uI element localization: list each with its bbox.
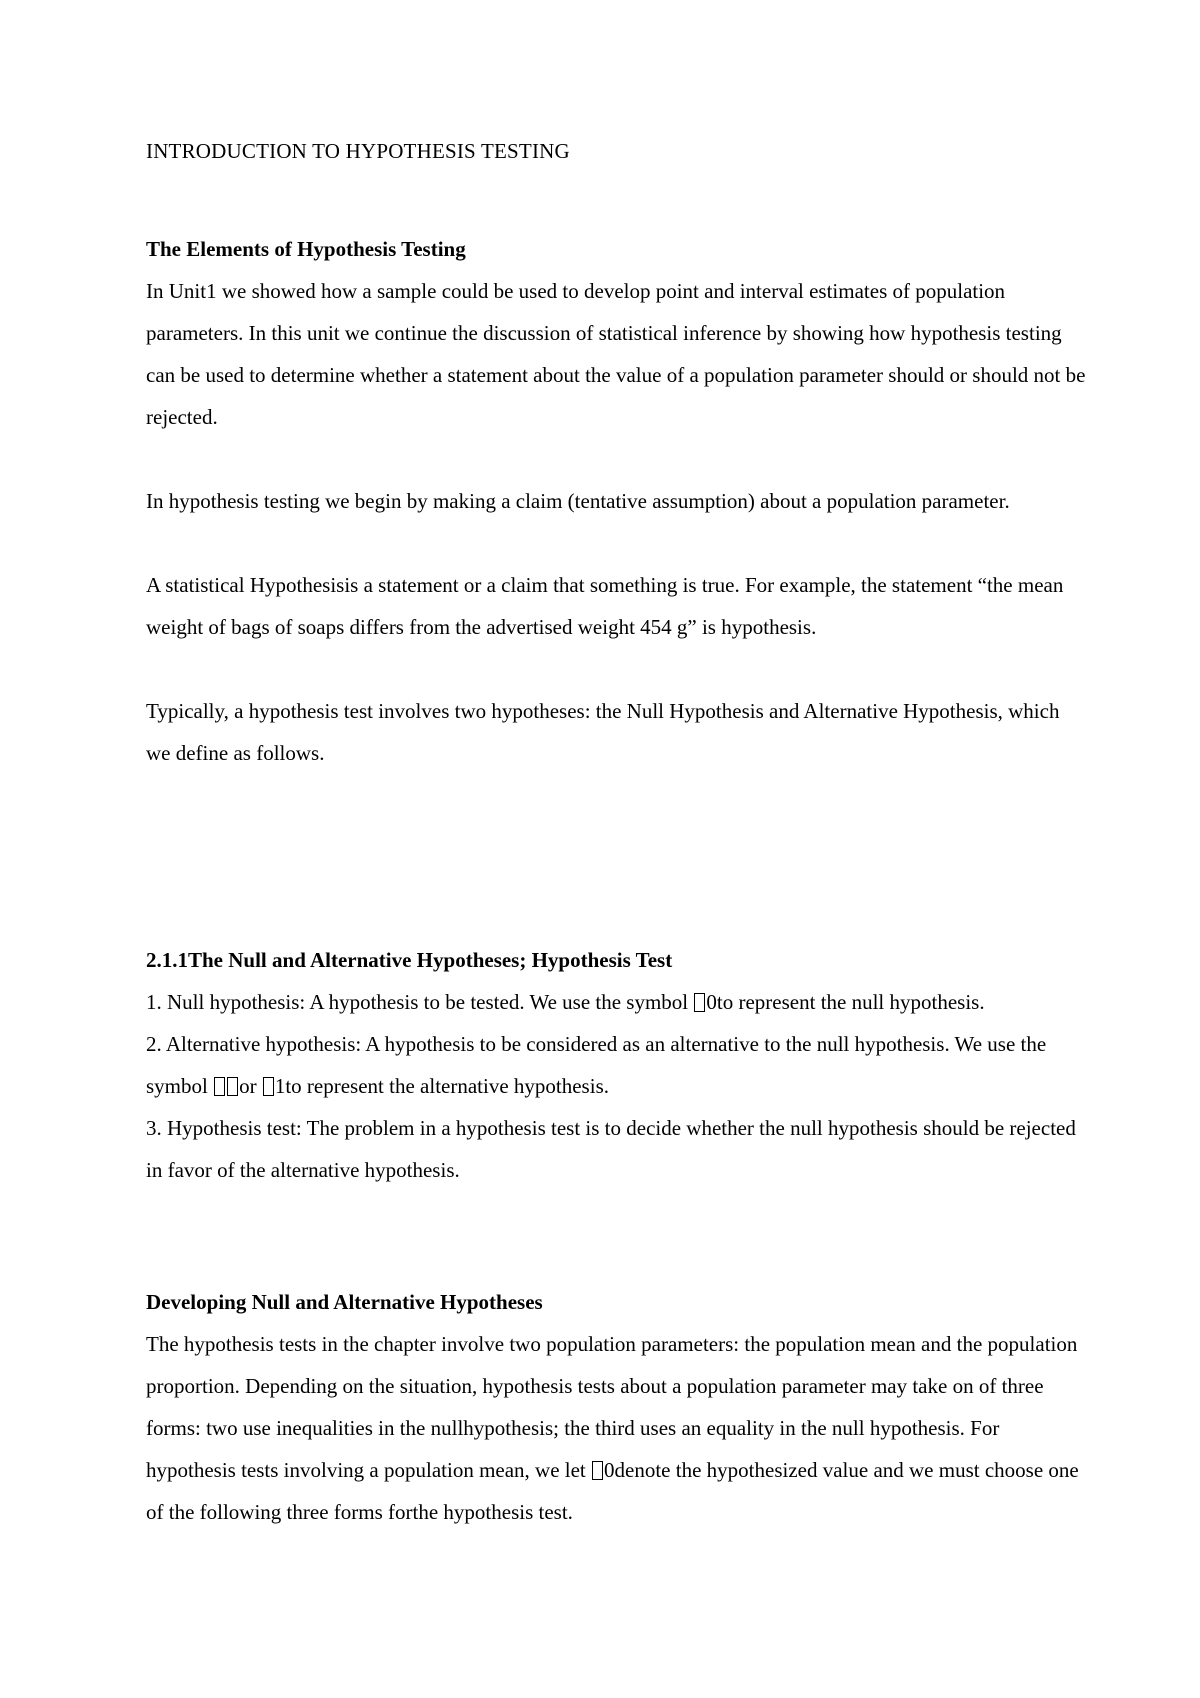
missing-glyph-icon bbox=[263, 1077, 274, 1096]
list-item-text: 1to represent the alternative hypothesis. bbox=[274, 1074, 609, 1098]
missing-glyph-icon bbox=[227, 1077, 238, 1096]
section-developing-hypotheses bbox=[146, 1281, 1086, 1533]
paragraph-statistical-hypothesis: A statistical Hypothesisis a statement or a claim that something is true. For example, the statement “the mean weight of bags of soaps differs from the advertised weight 454 g” is hypothesis. bbox=[146, 573, 1064, 639]
paragraph-two-hypotheses: Typically, a hypothesis test involves two hypotheses: the Null Hypothesis and Alternative Hypothesis, which we define as follows. bbox=[146, 699, 1060, 765]
list-item-alternative-hypothesis bbox=[146, 1023, 1086, 1107]
missing-glyph-icon bbox=[694, 993, 705, 1012]
section-heading: 2.1.1The Null and Alternative Hypotheses; Hypothesis Test bbox=[146, 948, 673, 972]
list-item-text: 0to represent the null hypothesis. bbox=[706, 990, 985, 1014]
paragraph-text: 0denote the hypothesized value and we must choose one of the following three forms forthe hypothesis test. bbox=[146, 1458, 1079, 1524]
section-elements-of-hypothesis-testing bbox=[146, 228, 1086, 774]
list-item-text: or bbox=[239, 1074, 262, 1098]
paragraph-three-forms bbox=[146, 1323, 1086, 1533]
section-null-and-alternative bbox=[146, 939, 1086, 1191]
paragraph-claim: In hypothesis testing we begin by making a claim (tentative assumption) about a population parameter. bbox=[146, 489, 1010, 513]
missing-glyph-icon bbox=[214, 1077, 225, 1096]
list-item-text: 1. Null hypothesis: A hypothesis to be tested. We use the symbol bbox=[146, 990, 694, 1014]
section-heading: Developing Null and Alternative Hypotheses bbox=[146, 1290, 543, 1314]
document-title: INTRODUCTION TO HYPOTHESIS TESTING bbox=[146, 139, 570, 163]
paragraph-unit-intro: In Unit1 we showed how a sample could be used to develop point and interval estimates of population parameters. In this unit we continue the discussion of statistical inference by showing how hypothesis testing can be used to determine whether a statement about the value of a population parameter should or should not be rejected. bbox=[146, 279, 1086, 429]
paragraph-text: The hypothesis tests in the chapter involve two population parameters: the population mean and the population proportion. Depending on the situation, hypothesis tests about a population parameter may take on of three forms: two use inequalities in the nullhypothesis; the third uses an equality in the null hypothesis. For hypothesis tests involving a population mean, we let bbox=[146, 1332, 1078, 1482]
list-item-text: 2. Alternative hypothesis: A hypothesis to be considered as an alternative to the null hypothesis. We use the symbol bbox=[146, 1032, 1047, 1098]
section-heading: The Elements of Hypothesis Testing bbox=[146, 237, 466, 261]
list-item-hypothesis-test: 3. Hypothesis test: The problem in a hypothesis test is to decide whether the null hypothesis should be rejected in favor of the alternative hypothesis. bbox=[146, 1116, 1076, 1182]
missing-glyph-icon bbox=[592, 1461, 603, 1480]
list-item-null-hypothesis bbox=[146, 981, 1086, 1023]
